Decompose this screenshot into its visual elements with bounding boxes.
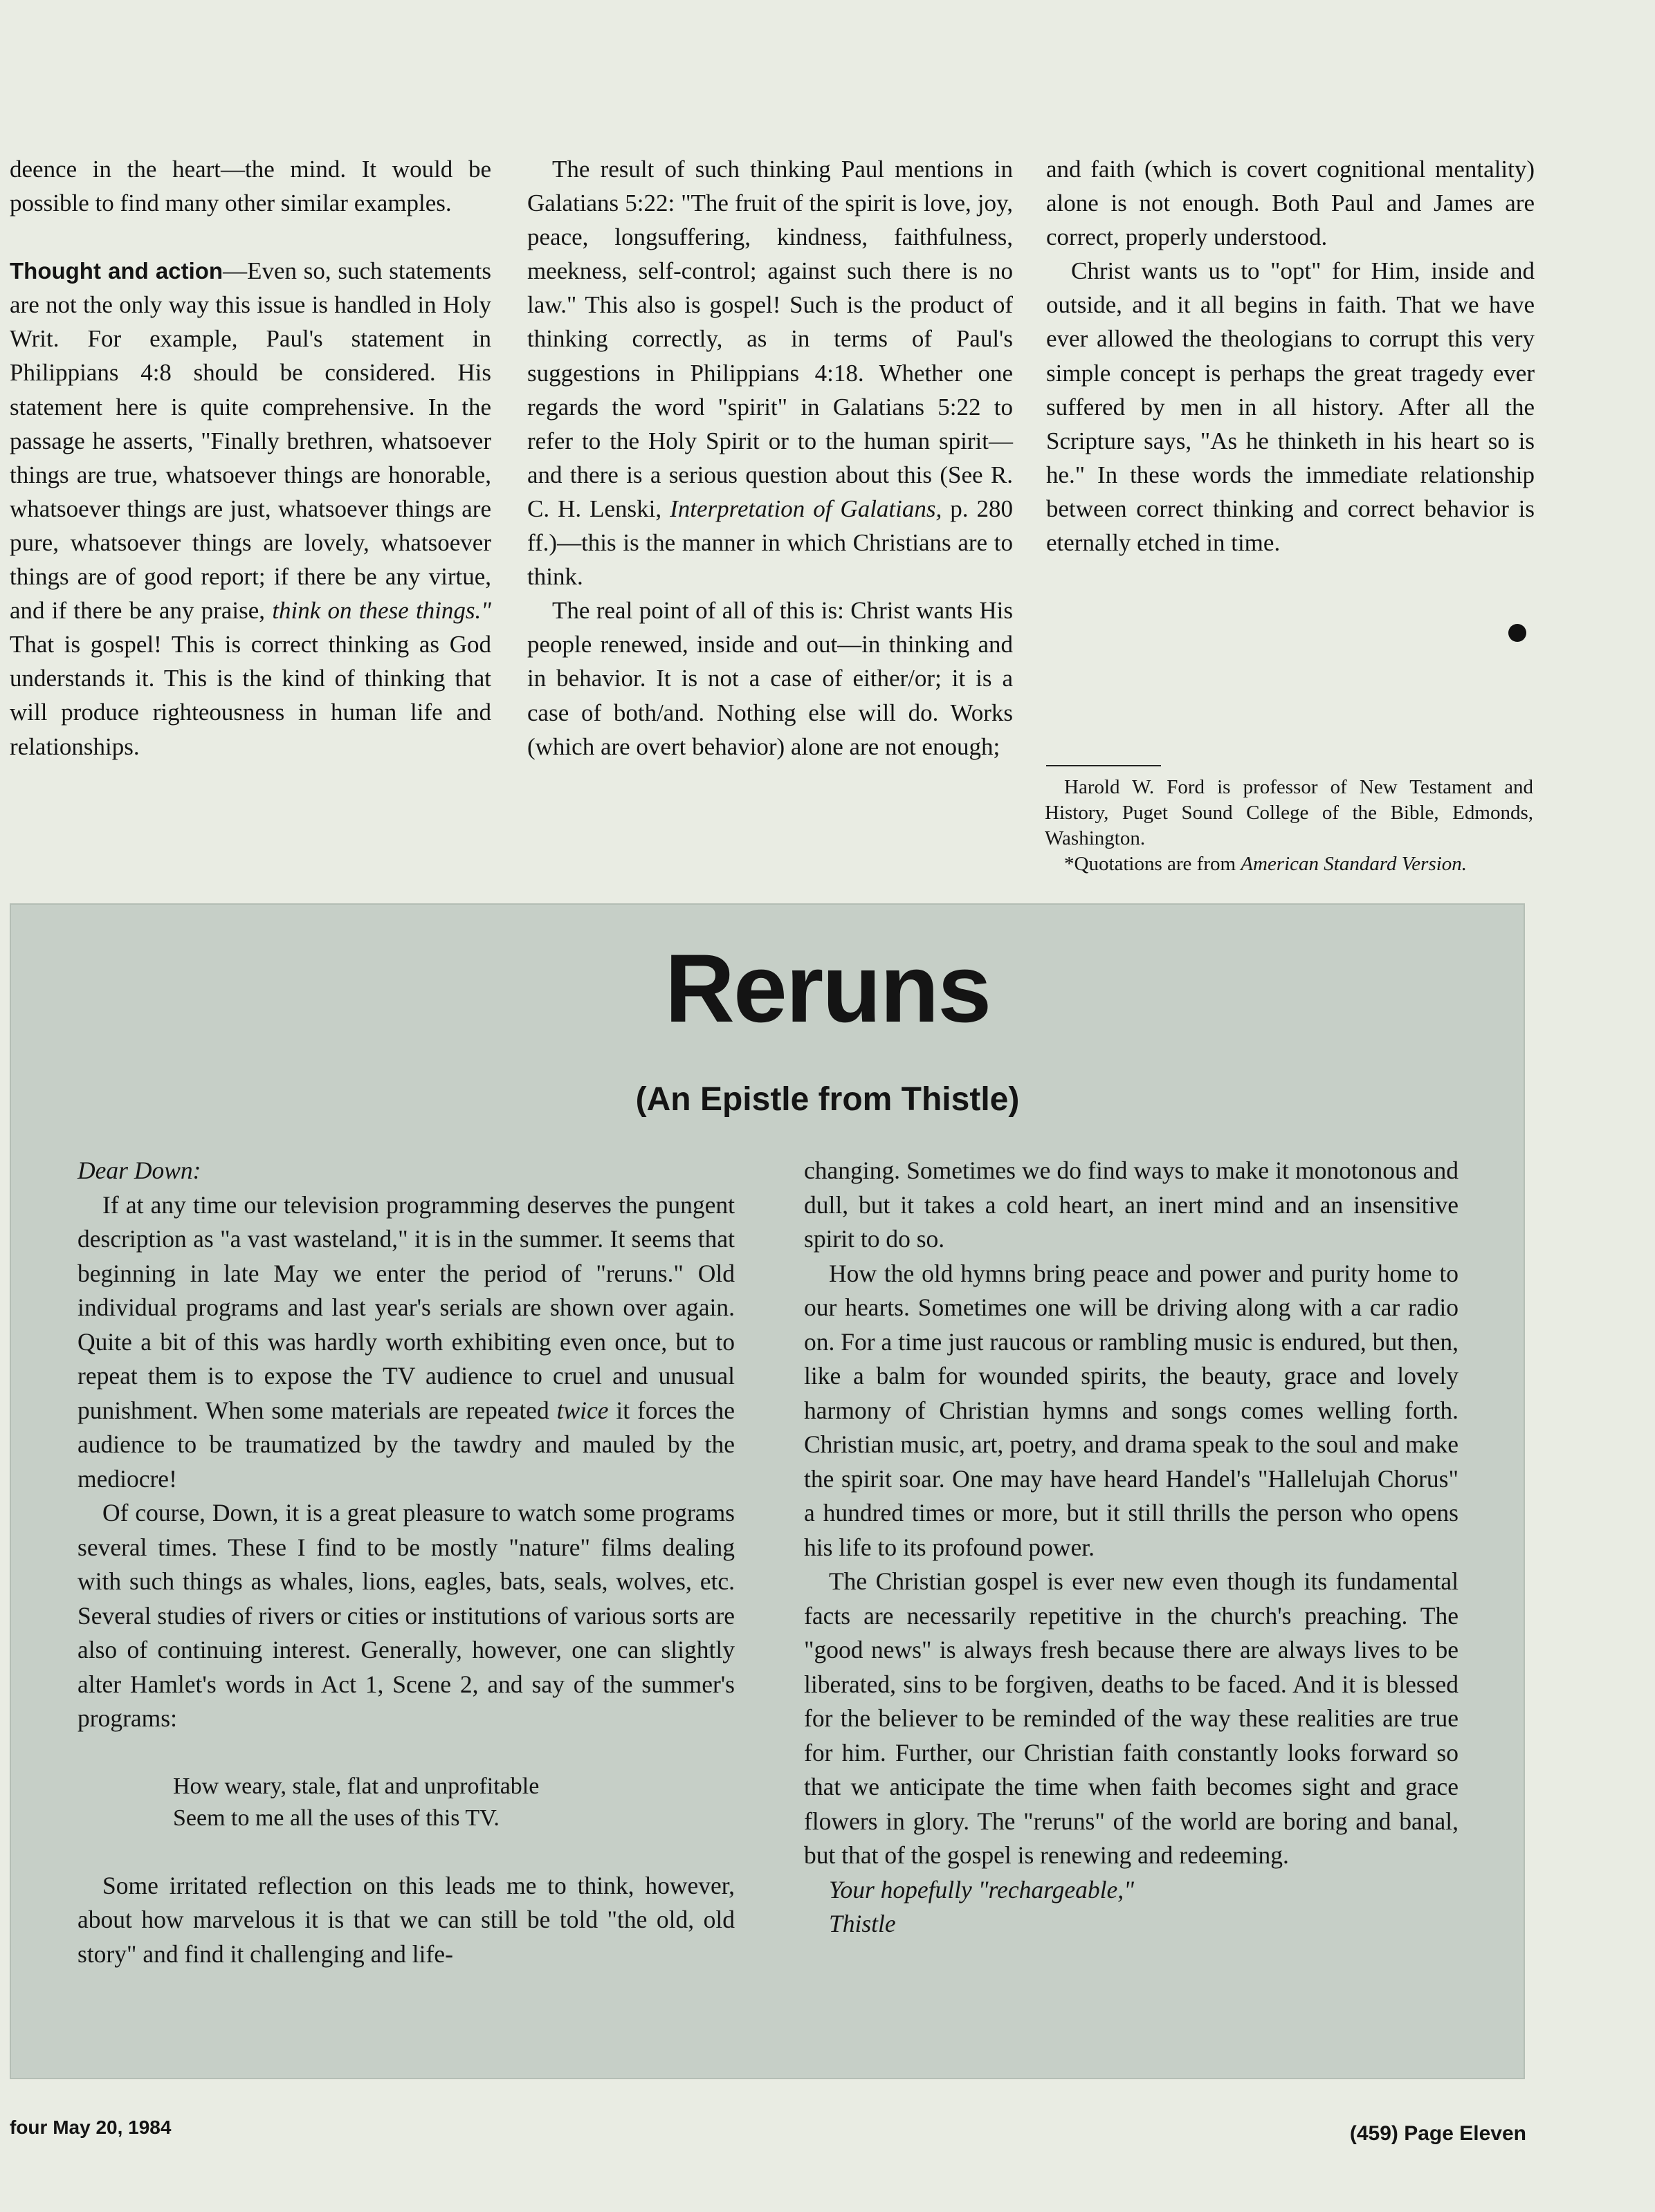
quoted-verse <box>173 1771 735 1834</box>
section-heading: Thought and action <box>10 258 223 284</box>
paragraph: How the old hymns bring peace and power and purity home to our hearts. Sometimes one will be driving along with a car radio on. For a time just raucous or rambling music is endured, but then, like a balm for wounded spirits, the beauty, grace and lovely harmony of Christian hymns and songs comes welling forth. Christian music, art, poetry, and drama speak to the soul and make the spirit soar. One may have heard Handel's "Hallelujah Chorus" a hundred times or more, but it still thrills the person who opens his life to its profound power. <box>804 1259 1459 1561</box>
signature: Thistle <box>829 1910 896 1937</box>
salutation: Dear Down: <box>77 1156 201 1184</box>
signoff: Your hopefully "rechargeable," <box>829 1875 1134 1904</box>
paragraph: Some irritated reflection on this leads me to think, however, about how marvelous it is that we can still be told "the old, old story" and find it challenging and life- <box>77 1871 735 1968</box>
reruns-title: Reruns <box>664 934 991 1042</box>
epistle-column-right <box>804 1154 1459 1942</box>
quotation-note: *Quotations are from American Standard Version. <box>1064 853 1467 875</box>
end-mark-icon <box>1508 624 1526 642</box>
paragraph: Christ wants us to "opt" for Him, inside and outside, and it all begins in faith. That we have ever allowed the theologians to corrupt this very simple concept is perhaps the great tragedy ever suffered by men in all history. After all the Scripture says, "As he thinketh in his heart so is he." In these words the immediate relationship between correct thinking and correct behavior is eternally etched in time. <box>1046 257 1535 557</box>
verse-line: How weary, stale, flat and unprofitable <box>173 1773 540 1799</box>
paragraph: The Christian gospel is ever new even though its fundamental facts are necessarily repetitive in the church's preaching. The "good news" is always fresh because there are always lives to be liberated, sins to be forgiven, deaths to be faced. And it is blessed for the believer to be reminded of the way these realities are true for him. Further, our Christian faith constantly looks forward so that we anticipate the time when faith becomes sight and grace flowers in glory. The "reruns" of the world are boring and banal, but that of the gospel is renewing and redeeming. <box>804 1567 1459 1869</box>
article-column-3 <box>1046 152 1535 560</box>
paragraph: Of course, Down, it is a great pleasure to watch some programs several times. These I find to be mostly "nature" films dealing with such things as whales, lions, eagles, bats, seals, wolves, etc. Several studies of rivers or cities or institutions of various sorts are also of continuing interest. Generally, however, one can slightly alter Hamlet's words in Act 1, Scene 2, and say of the summer's programs: <box>77 1499 735 1732</box>
paragraph: deence in the heart—the mind. It would be possible to find many other similar examples. <box>10 156 491 217</box>
article-column-1 <box>10 152 491 764</box>
reruns-subtitle: (An Epistle from Thistle) <box>635 1081 1020 1118</box>
paragraph: and faith (which is covert cognitional mentality) alone is not enough. Both Paul and James are correct, properly understood. <box>1046 156 1535 251</box>
footer-date: four May 20, 1984 <box>10 2117 172 2138</box>
footer-page-number: (459) Page Eleven <box>1349 2122 1526 2145</box>
paragraph: The result of such thinking Paul mentions in Galatians 5:22: "The fruit of the spirit is love, joy, peace, longsuffering, kindness, faithfulness, meekness, self-control; against such there is no law." This also is gospel! Such is the product of thinking correctly, as in terms of Paul's suggestions in Philippians 4:18. Whether one regards the word "spirit" in Galatians 5:22 to refer to the Holy Spirit or to the human spirit—and there is a serious question about this (See R. C. H. Lenski, Interpretation of Galatians, p. 280 ff.)—this is the manner in which Christians are to think. <box>527 156 1013 591</box>
paragraph: If at any time our television programming deserves the pungent description as "a vast wasteland," it is in the summer. It seems that beginning in late May we enter the period of "reruns." Old individual programs and last year's serials are shown over again. Quite a bit of this was hardly worth exhibiting even once, but to repeat them is to expose the TV audience to cruel and unusual punishment. When some materials are repeated twice it forces the audience to be traumatized by the tawdry and mauled by the mediocre! <box>77 1190 735 1493</box>
article-column-2 <box>527 152 1013 764</box>
bio-text: Harold W. Ford is professor of New Testament and History, Puget Sound College of the Bible, Edmonds, Washington. <box>1045 776 1533 849</box>
footnote-divider <box>1046 765 1161 766</box>
verse-line: Seem to me all the uses of this TV. <box>173 1805 500 1831</box>
epistle-column-left <box>77 1154 735 1971</box>
paragraph: changing. Sometimes we do find ways to make it monotonous and dull, but it takes a cold heart, an inert mind and an insensitive spirit to do so. <box>804 1156 1459 1253</box>
paragraph: Thought and action—Even so, such statements are not the only way this issue is handled in Holy Writ. For example, Paul's statement in Philippians 4:8 should be considered. His statement here is quite comprehensive. In the passage he asserts, "Finally brethren, whatsoever things are true, whatsoever things are honorable, whatsoever things are just, whatsoever things are pure, whatsoever things are lovely, whatsoever things are of good report; if there be any virtue, and if there be any praise, think on these things." That is gospel! This is correct thinking as God understands it. This is the kind of thinking that will produce righteousness in human life and relationships. <box>10 257 492 760</box>
paragraph: The real point of all of this is: Christ wants His people renewed, inside and out—in thinking and in behavior. It is not a case of either/or; it is a case of both/and. Nothing else will do. Works (which are overt behavior) alone are not enough; <box>527 597 1013 760</box>
author-bio <box>1045 775 1533 877</box>
